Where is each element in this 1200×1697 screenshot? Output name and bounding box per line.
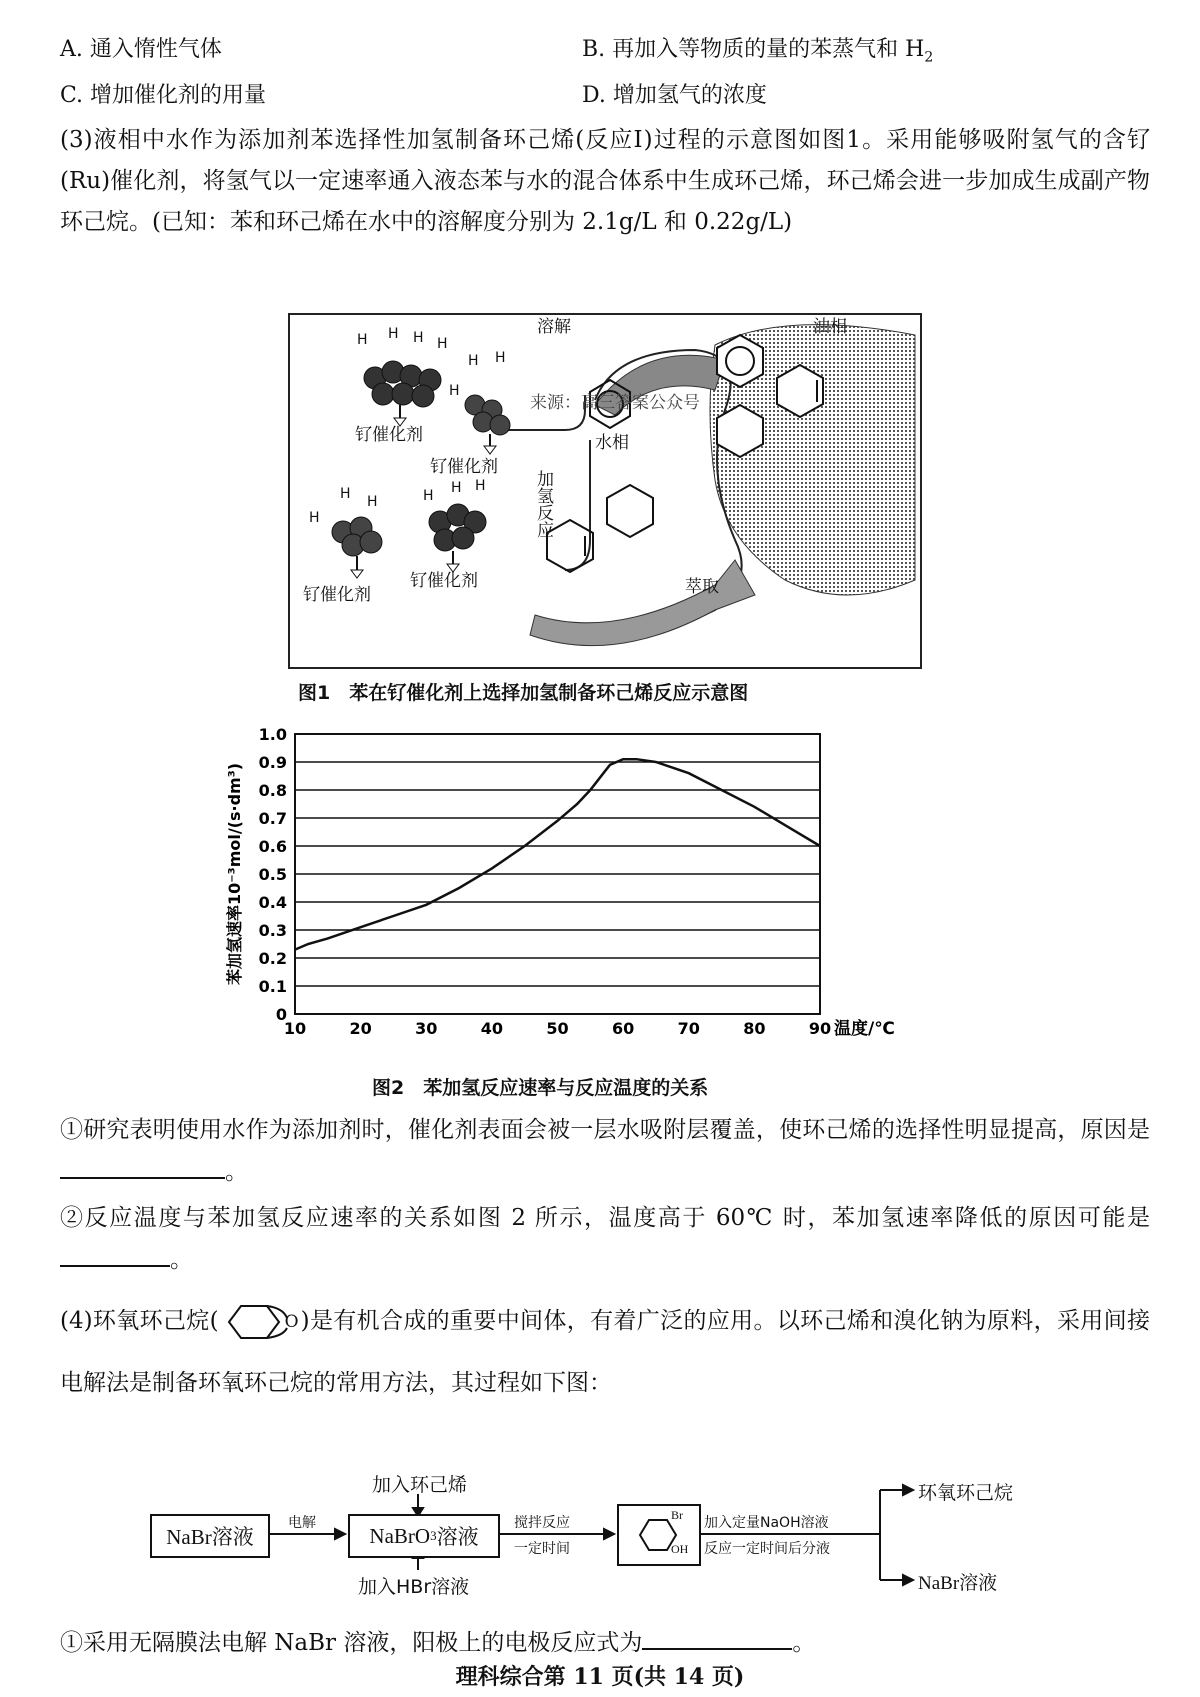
flow-arrow2-bottom: 一定时间 bbox=[514, 1541, 570, 1557]
h-atom: H bbox=[495, 350, 506, 366]
answer-blank-2[interactable] bbox=[60, 1239, 170, 1267]
figure-2-caption: 图2 苯加氢反应速率与反应温度的关系 bbox=[372, 1077, 709, 1099]
chart-x-ticks bbox=[284, 1019, 831, 1038]
label-hydrogenation: 加氢反应 bbox=[533, 470, 553, 538]
chart-series-line bbox=[295, 759, 820, 949]
flow-arrow-electrolysis: 电解 bbox=[288, 1515, 316, 1531]
y-tick-label: 0 bbox=[275, 1005, 287, 1024]
oh-label: OH bbox=[671, 1542, 689, 1556]
q3-sub2-end: 。 bbox=[170, 1247, 193, 1273]
flow-box2-text: NaBrO bbox=[369, 1523, 431, 1548]
h-atom: H bbox=[475, 478, 486, 494]
question-4-sub-1 bbox=[60, 1622, 1150, 1664]
page-footer: 理科综合第 11 页(共 14 页) bbox=[455, 1664, 745, 1690]
q4-sub1-text: ①采用无隔膜法电解 NaBr 溶液，阳极上的电极反应式为 bbox=[60, 1630, 643, 1656]
x-tick-label: 30 bbox=[415, 1019, 438, 1038]
y-tick-label: 0.5 bbox=[258, 865, 287, 884]
h-atom: H bbox=[340, 486, 351, 502]
flow-arrow3-top: 加入定量NaOH溶液 bbox=[704, 1515, 829, 1531]
h-atom: H bbox=[367, 494, 378, 510]
label-catalyst-4: 钌催化剂 bbox=[410, 571, 478, 591]
epoxide-o-label: O bbox=[284, 1312, 299, 1332]
h-atom: H bbox=[451, 480, 462, 496]
flow-out-epoxide: 环氧环己烷 bbox=[918, 1482, 1014, 1504]
br-label: Br bbox=[671, 1508, 683, 1522]
q3-sub2-text: ②反应温度与苯加氢反应速率的关系如图 2 所示，温度高于 60℃ 时，苯加氢速率降低的原因可能是 bbox=[60, 1205, 1150, 1231]
x-tick-label: 70 bbox=[677, 1019, 700, 1038]
x-tick-label: 10 bbox=[283, 1019, 307, 1038]
flow-box2-sub: 3 bbox=[430, 1528, 437, 1543]
option-a: A. 通入惰性气体 bbox=[60, 37, 222, 62]
h-atom: H bbox=[468, 353, 479, 369]
chart-y-axis-label: 苯加氢速率10⁻³mol/(s·dm³) bbox=[225, 762, 244, 986]
process-flow bbox=[0, 1470, 1200, 1610]
h-atom: H bbox=[423, 488, 434, 504]
option-d: D. 增加氢气的浓度 bbox=[582, 83, 767, 108]
flow-arrow2-top: 搅拌反应 bbox=[514, 1515, 570, 1531]
option-b bbox=[582, 32, 933, 65]
watermark-text: 来源：高三答案公众号 bbox=[530, 393, 700, 413]
flow-add-cyclohexene: 加入环己烯 bbox=[372, 1474, 468, 1496]
flow-out-nabr: NaBr溶液 bbox=[918, 1573, 998, 1594]
y-tick-label: 0.2 bbox=[258, 949, 287, 968]
q4-post: )是有机合成的重要中间体，有着广泛的应用。以环己烯和溴化钠为原料，采用间接电解法是制备环氧环己烷的常用方法，其过程如下图： bbox=[60, 1308, 1150, 1396]
y-tick-label: 1.0 bbox=[258, 725, 287, 744]
h-atom: H bbox=[309, 510, 320, 526]
q3-sub1-text: ①研究表明使用水作为添加剂时，催化剂表面会被一层水吸附层覆盖，使环己烯的选择性明显提高，原因是 bbox=[60, 1117, 1150, 1143]
chart-y-ticks bbox=[259, 725, 287, 1024]
x-tick-label: 60 bbox=[611, 1019, 635, 1038]
y-tick-label: 0.9 bbox=[258, 753, 287, 772]
h-atom: H bbox=[357, 332, 368, 348]
h-atom: H bbox=[413, 330, 424, 346]
x-tick-label: 40 bbox=[480, 1019, 504, 1038]
y-tick-label: 0.8 bbox=[258, 781, 287, 800]
question-4-text bbox=[60, 1290, 1150, 1414]
figure-1-caption: 图1 苯在钌催化剂上选择加氢制备环己烯反应示意图 bbox=[298, 682, 749, 704]
label-water-phase: 水相 bbox=[595, 433, 629, 453]
q4-pre: (4)环氧环己烷( bbox=[60, 1308, 219, 1334]
answer-blank-1[interactable] bbox=[60, 1151, 225, 1179]
figure-1-diagram bbox=[285, 310, 925, 672]
x-tick-label: 90 bbox=[808, 1019, 832, 1038]
label-catalyst-1: 钌催化剂 bbox=[355, 425, 423, 445]
option-c: C. 增加催化剂的用量 bbox=[60, 83, 267, 108]
question-3-sub-1 bbox=[60, 1110, 1150, 1193]
question-3-sub-2 bbox=[60, 1198, 1150, 1281]
label-catalyst-2: 钌催化剂 bbox=[430, 457, 498, 477]
flow-arrow3-bottom: 反应一定时间后分液 bbox=[704, 1541, 830, 1557]
h-atom: H bbox=[437, 336, 448, 352]
label-catalyst-3: 钌催化剂 bbox=[303, 585, 371, 605]
y-tick-label: 0.7 bbox=[258, 809, 287, 828]
option-b-text: B. 再加入等物质的量的苯蒸气和 H bbox=[582, 37, 925, 62]
x-tick-label: 20 bbox=[349, 1019, 372, 1038]
chart-grid bbox=[295, 734, 820, 1014]
y-tick-label: 0.1 bbox=[258, 977, 287, 996]
q4-sub1-end: 。 bbox=[792, 1630, 816, 1656]
y-tick-label: 0.4 bbox=[258, 893, 287, 912]
flow-box-nabro3 bbox=[348, 1514, 500, 1558]
chart-x-axis-label: 温度/℃ bbox=[834, 1019, 895, 1039]
q3-sub1-end: 。 bbox=[225, 1159, 248, 1185]
label-dissolve: 溶解 bbox=[537, 317, 571, 337]
y-tick-label: 0.3 bbox=[258, 921, 287, 940]
label-oil-phase: 油相 bbox=[813, 317, 847, 337]
figure-2-chart bbox=[210, 720, 970, 1068]
option-b-subscript: 2 bbox=[924, 49, 934, 66]
question-3-text: (3)液相中水作为添加剂苯选择性加氢制备环己烯(反应Ⅰ)过程的示意图如图1。采用能够吸附氢气的含钌(Ru)催化剂，将氢气以一定速率通入液态苯与水的混合体系中生成环己烯，环己烯会进一步加成生成副产物环己烷。(已知：苯和环己烯在水中的溶解度分别为 2.1g/L 和 0.22g/L) bbox=[60, 127, 1150, 235]
flow-box-nabr: NaBr溶液 bbox=[150, 1514, 270, 1558]
flow-add-hbr: 加入HBr溶液 bbox=[358, 1576, 470, 1598]
x-tick-label: 50 bbox=[546, 1019, 569, 1038]
label-extraction: 萃取 bbox=[685, 577, 719, 597]
flow-box2-end: 溶液 bbox=[436, 1525, 479, 1549]
y-tick-label: 0.6 bbox=[258, 837, 287, 856]
x-tick-label: 80 bbox=[743, 1019, 766, 1038]
flow-box-bromohydrin bbox=[617, 1504, 701, 1566]
h-atom: H bbox=[449, 383, 460, 399]
epoxide-structure-icon bbox=[219, 1304, 301, 1340]
h-atom: H bbox=[388, 326, 399, 342]
answer-blank-3[interactable] bbox=[642, 1622, 792, 1650]
